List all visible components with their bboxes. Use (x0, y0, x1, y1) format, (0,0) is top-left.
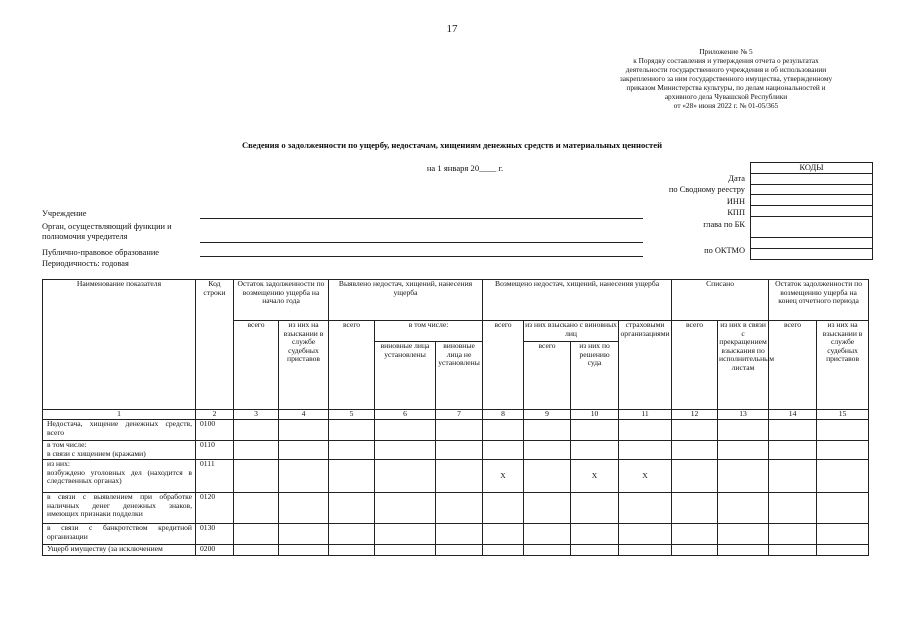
row-name: в связи с выявлением при обработке наличных денег денежных знаков, имеющих признаки подделки (43, 493, 196, 524)
label-kpp: КПП (727, 208, 745, 217)
header-culprits-found: виновные лица установлены (375, 342, 436, 410)
value-cell[interactable] (769, 441, 817, 460)
value-cell[interactable] (769, 493, 817, 524)
row-code: 0111 (196, 460, 234, 493)
header-closing: Остаток задолженности по возмещению ущерба на конец отчетного периода (769, 280, 869, 321)
label-inn: ИНН (726, 197, 745, 206)
label-oktmo: по ОКТМО (704, 246, 745, 255)
report-date-line: на 1 января 20____ г. (426, 163, 504, 173)
value-cell[interactable] (279, 493, 329, 524)
value-cell[interactable] (718, 441, 769, 460)
value-cell[interactable] (769, 524, 817, 545)
column-number: 10 (571, 410, 619, 420)
header-opening-bailiffs: из них на взыскании в службе судебных приставов (279, 321, 329, 410)
value-cell[interactable] (672, 493, 718, 524)
column-number: 13 (718, 410, 769, 420)
value-cell[interactable] (524, 460, 571, 493)
row-name: Ущерб имуществу (за исключением (43, 545, 196, 556)
report-title: Сведения о задолженности по ущербу, недостачам, хищениям денежных средств и материальных ценностей (241, 140, 663, 150)
value-cell[interactable] (329, 545, 375, 556)
label-date: Дата (728, 174, 745, 183)
value-cell[interactable] (619, 441, 672, 460)
label-institution: Учреждение (42, 209, 87, 218)
value-cell[interactable] (279, 420, 329, 441)
value-cell[interactable] (436, 460, 483, 493)
value-cell[interactable] (619, 524, 672, 545)
value-cell[interactable] (234, 493, 279, 524)
column-number: 14 (769, 410, 817, 420)
header-by-court: из них по решению суда (571, 342, 619, 410)
value-cell[interactable] (619, 420, 672, 441)
value-cell[interactable]: X (483, 460, 524, 493)
column-number: 11 (619, 410, 672, 420)
appendix-note (596, 47, 856, 110)
value-cell[interactable] (375, 460, 436, 493)
value-cell[interactable] (718, 545, 769, 556)
code-registry-field[interactable] (751, 184, 873, 195)
value-cell[interactable] (571, 545, 619, 556)
appendix-line: к Порядку составления и утверждения отчета о результатах (633, 56, 819, 65)
value-cell[interactable] (483, 441, 524, 460)
appendix-line: деятельности государственного учреждения и об использовании (625, 65, 827, 74)
table-row (43, 493, 869, 524)
value-cell[interactable] (279, 524, 329, 545)
header-insurers: страховыми организациями (619, 321, 672, 410)
header-opening: Остаток задолженности по возмещению ущерба на начало года (234, 280, 329, 321)
column-number: 7 (436, 410, 483, 420)
column-number: 5 (329, 410, 375, 420)
row-code: 0120 (196, 493, 234, 524)
value-cell[interactable] (718, 420, 769, 441)
value-cell[interactable] (234, 545, 279, 556)
header-written-total: всего (672, 321, 718, 410)
value-cell[interactable] (375, 545, 436, 556)
header-from-culprits: из них взыскано с виновных лиц (524, 321, 619, 342)
value-cell[interactable] (483, 493, 524, 524)
value-cell[interactable] (817, 524, 869, 545)
value-cell[interactable]: X (571, 460, 619, 493)
label-public-entity: Публично-правовое образование (42, 248, 160, 257)
value-cell[interactable] (234, 420, 279, 441)
value-cell[interactable] (524, 420, 571, 441)
label-periodicity: Периодичность: годовая (42, 259, 129, 268)
value-cell[interactable] (234, 441, 279, 460)
appendix-line: приказом Министерства культуры, по делам национальностей и (626, 83, 826, 92)
value-cell[interactable] (571, 493, 619, 524)
value-cell[interactable] (571, 420, 619, 441)
column-number: 4 (279, 410, 329, 420)
value-cell[interactable] (769, 460, 817, 493)
value-cell[interactable] (234, 524, 279, 545)
value-cell[interactable] (436, 545, 483, 556)
column-number: 3 (234, 410, 279, 420)
code-glava-field[interactable] (751, 216, 873, 237)
header-closing-bailiffs: из них на взыскании в службе судебных приставов (817, 321, 869, 410)
value-cell[interactable] (571, 441, 619, 460)
value-cell[interactable] (718, 460, 769, 493)
founder-field[interactable] (200, 242, 643, 243)
value-cell[interactable] (375, 524, 436, 545)
codes-header: КОДЫ (751, 163, 873, 174)
value-cell[interactable] (436, 493, 483, 524)
value-cell[interactable] (817, 460, 869, 493)
value-cell[interactable] (436, 524, 483, 545)
column-number-row (43, 410, 869, 420)
value-cell[interactable] (817, 545, 869, 556)
row-name: в том числе: в связи с хищением (кражами) (43, 441, 196, 460)
header-code: Код строки (196, 280, 234, 410)
value-cell[interactable] (524, 524, 571, 545)
label-founder-1: Орган, осуществляющий функции и (42, 222, 172, 231)
value-cell[interactable] (375, 493, 436, 524)
table-row (43, 524, 869, 545)
value-cell[interactable] (524, 545, 571, 556)
value-cell[interactable] (672, 545, 718, 556)
value-cell[interactable] (718, 493, 769, 524)
code-date-field[interactable] (751, 173, 873, 184)
value-cell[interactable] (672, 420, 718, 441)
value-cell[interactable] (329, 441, 375, 460)
column-number: 12 (672, 410, 718, 420)
header-written-off: Списано (672, 280, 769, 321)
label-founder-2: полномочия учредителя (42, 232, 128, 241)
value-cell[interactable] (769, 420, 817, 441)
value-cell[interactable] (279, 441, 329, 460)
value-cell[interactable] (279, 545, 329, 556)
public-entity-field[interactable] (200, 256, 643, 257)
row-code: 0130 (196, 524, 234, 545)
value-cell[interactable] (279, 460, 329, 493)
code-inn-field[interactable] (751, 195, 873, 206)
header-closing-total: всего (769, 321, 817, 410)
header-revealed-including: в том числе: (375, 321, 483, 342)
value-cell[interactable]: X (619, 460, 672, 493)
appendix-line: закрепленного за ним государственного имущества, утвержденному (619, 74, 833, 83)
appendix-line: Приложение № 5 (699, 47, 753, 56)
column-number: 15 (817, 410, 869, 420)
code-periodicity-field[interactable] (751, 248, 873, 259)
row-name: из них: возбуждено уголовных дел (находится в следственных органах) (43, 460, 196, 493)
value-cell[interactable] (769, 545, 817, 556)
value-cell[interactable] (619, 545, 672, 556)
table-row (43, 545, 869, 556)
header-name: Наименование показателя (43, 280, 196, 410)
header-terminated: из них в связи с прекращением взыскания по исполнительным листам (718, 321, 769, 410)
header-opening-total: всего (234, 321, 279, 410)
column-number: 1 (43, 410, 196, 420)
value-cell[interactable] (329, 420, 375, 441)
label-registry: по Сводному реестру (668, 185, 745, 194)
value-cell[interactable] (817, 420, 869, 441)
header-compensated: Возмещено недостач, хищений, нанесения ущерба (483, 280, 672, 321)
value-cell[interactable] (483, 545, 524, 556)
table-row (43, 420, 869, 441)
column-number: 2 (196, 410, 234, 420)
row-name: в связи с банкротством кредитной организации (43, 524, 196, 545)
value-cell[interactable] (672, 460, 718, 493)
value-cell[interactable] (329, 493, 375, 524)
row-code: 0100 (196, 420, 234, 441)
value-cell[interactable] (817, 441, 869, 460)
row-code: 0200 (196, 545, 234, 556)
header-compensated-culprits-total: всего (524, 342, 571, 410)
institution-field[interactable] (200, 218, 643, 219)
row-code: 0110 (196, 441, 234, 460)
value-cell[interactable] (234, 460, 279, 493)
value-cell[interactable] (483, 420, 524, 441)
table-row (43, 441, 869, 460)
value-cell[interactable] (483, 524, 524, 545)
value-cell[interactable] (672, 441, 718, 460)
page-number: 17 (446, 23, 458, 35)
code-oktmo-field[interactable] (751, 237, 873, 248)
debt-table (42, 279, 869, 556)
appendix-line: от «28» июня 2022 г. № 01-05/365 (673, 101, 779, 110)
value-cell[interactable] (524, 493, 571, 524)
header-revealed: Выявлено недостач, хищений, нанесения ущерба (329, 280, 483, 321)
value-cell[interactable] (436, 441, 483, 460)
value-cell[interactable] (619, 493, 672, 524)
value-cell[interactable] (329, 460, 375, 493)
codes-table (750, 162, 873, 260)
header-culprits-not-found: виновные лица не установлены (436, 342, 483, 410)
value-cell[interactable] (375, 420, 436, 441)
code-kpp-field[interactable] (751, 206, 873, 217)
value-cell[interactable] (329, 524, 375, 545)
value-cell[interactable] (718, 524, 769, 545)
header-revealed-total: всего (329, 321, 375, 410)
value-cell[interactable] (524, 441, 571, 460)
value-cell[interactable] (436, 420, 483, 441)
label-glava: глава по БК (703, 220, 745, 229)
column-number: 8 (483, 410, 524, 420)
column-number: 9 (524, 410, 571, 420)
appendix-line: архивного дела Чувашской Республики (664, 92, 788, 101)
value-cell[interactable] (375, 441, 436, 460)
value-cell[interactable] (817, 493, 869, 524)
table-row (43, 460, 869, 493)
row-name: Недостача, хищение денежных средств, всего (43, 420, 196, 441)
value-cell[interactable] (672, 524, 718, 545)
value-cell[interactable] (571, 524, 619, 545)
column-number: 6 (375, 410, 436, 420)
header-compensated-total: всего (483, 321, 524, 410)
